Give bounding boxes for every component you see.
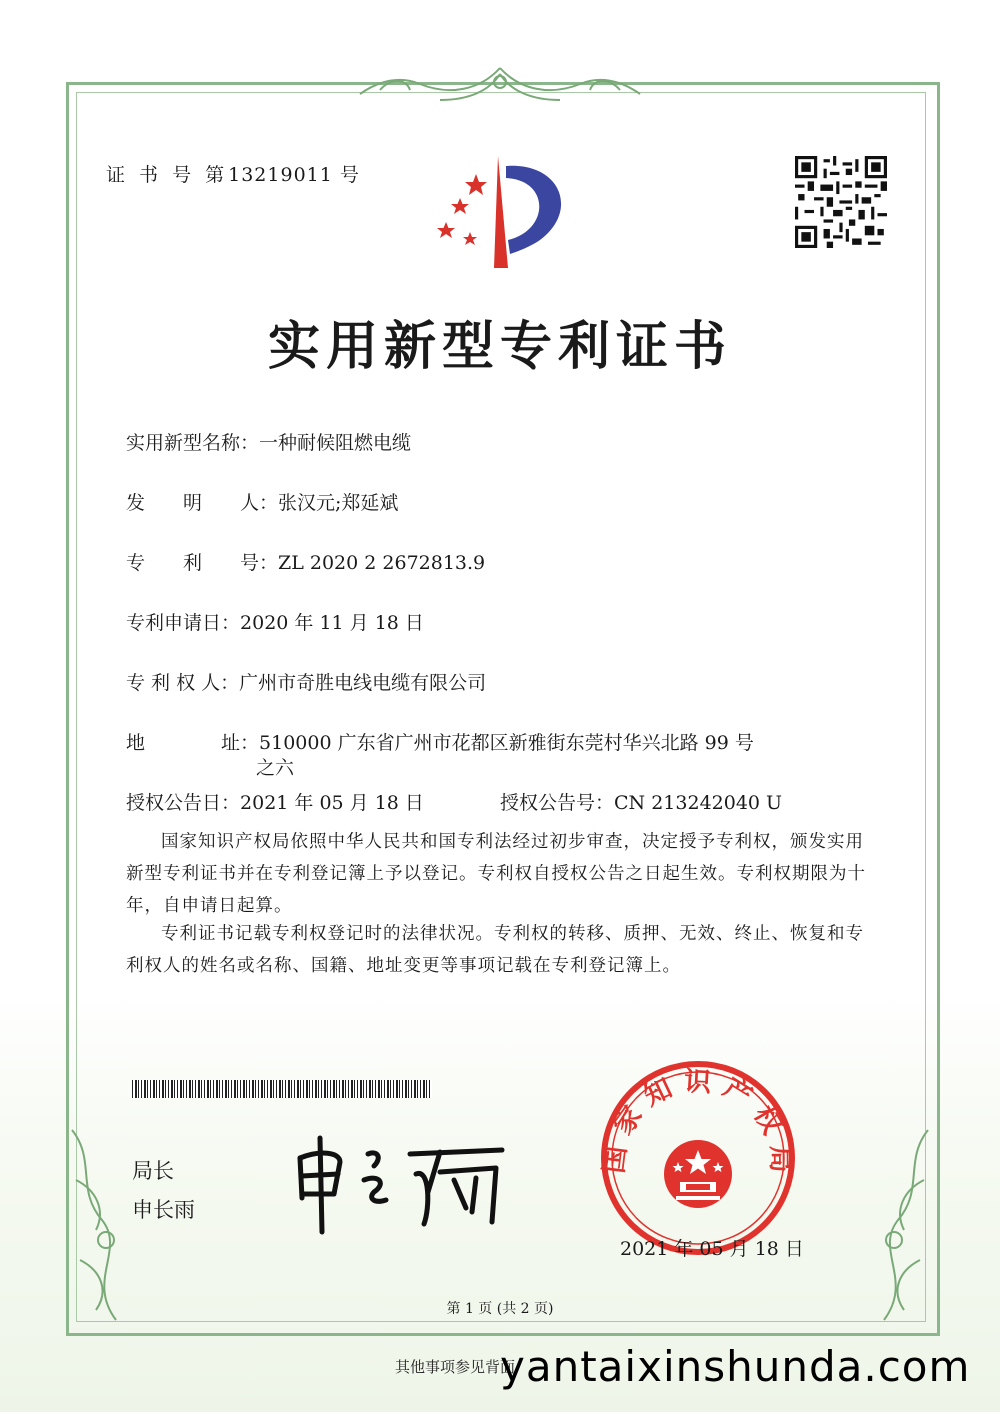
seal-date: 2021 年 05 月 18 日 — [620, 1238, 804, 1260]
barcode — [132, 1080, 432, 1098]
director-name: 申长雨 — [132, 1198, 195, 1222]
paragraph-grant-statement: 国家知识产权局依照中华人民共和国专利法经过初步审查，决定授予专利权，颁发实用新型专利证书并在专利登记簿上予以登记。专利权自授权公告之日起生效。专利权期限为十年，自申请日起算。 — [126, 832, 866, 916]
official-seal — [598, 1058, 798, 1258]
address-value-line2: 之六 — [256, 757, 295, 779]
cnipa-logo — [420, 150, 580, 270]
certificate-title: 实用新型专利证书 — [267, 316, 732, 377]
address-value-line1: 510000 广东省广州市花都区新雅街东莞村华兴北路 99 号 — [259, 732, 754, 754]
grant-number-label: 授权公告号： — [500, 792, 615, 814]
inventor-row — [126, 488, 398, 515]
address-label: 地 址： — [126, 732, 260, 754]
utility-model-name-row — [126, 428, 411, 455]
certificate-number-suffix: 号 — [339, 164, 360, 186]
grant-number-row — [500, 788, 782, 815]
certificate-number-label: 证 书 号 第 — [106, 164, 229, 186]
certificate-number-value: 13219011 — [228, 164, 333, 186]
patent-number-label: 专 利 号： — [126, 552, 279, 574]
inventor-value: 张汉元;郑延斌 — [278, 492, 399, 514]
grant-date-value: 2021 年 05 月 18 日 — [240, 792, 424, 814]
inventor-label: 发 明 人： — [126, 492, 279, 514]
application-date-label: 专利申请日： — [126, 612, 241, 634]
back-page-note: 其他事项参见背面 — [395, 1358, 516, 1376]
patent-number-value: ZL 2020 2 2672813.9 — [278, 552, 486, 574]
utility-model-name-value: 一种耐候阻燃电缆 — [259, 432, 412, 454]
page-indicator: 第 1 页 (共 2 页) — [446, 1301, 554, 1317]
patentee-label: 专 利 权 人： — [126, 672, 240, 694]
paragraph-legal-status: 专利证书记载专利权登记时的法律状况。专利权的转移、质押、无效、终止、恢复和专利权人的姓名或名称、国籍、地址变更等事项记载在专利登记簿上。 — [126, 924, 864, 976]
qr-code — [795, 156, 887, 248]
grant-date-row — [126, 788, 424, 815]
patent-number-row — [126, 548, 485, 575]
application-date-value: 2020 年 11 月 18 日 — [240, 612, 424, 634]
grant-date-label: 授权公告日： — [126, 792, 241, 814]
utility-model-name-label: 实用新型名称： — [126, 432, 260, 454]
application-date-row — [126, 608, 424, 635]
director-title: 局长 — [132, 1159, 174, 1183]
address-row — [126, 728, 754, 755]
patentee-value: 广州市奇胜电线电缆有限公司 — [239, 672, 487, 694]
grant-number-value: CN 213242040 U — [614, 792, 783, 814]
seal-text: 国家知识产权局 — [598, 1066, 797, 1183]
certificate-number — [106, 160, 360, 187]
patentee-row — [126, 668, 486, 695]
top-ornament — [340, 60, 660, 110]
national-emblem — [664, 1140, 732, 1208]
director-signature — [290, 1128, 510, 1238]
watermark-text: yantaixinshunda.com — [500, 1342, 971, 1391]
